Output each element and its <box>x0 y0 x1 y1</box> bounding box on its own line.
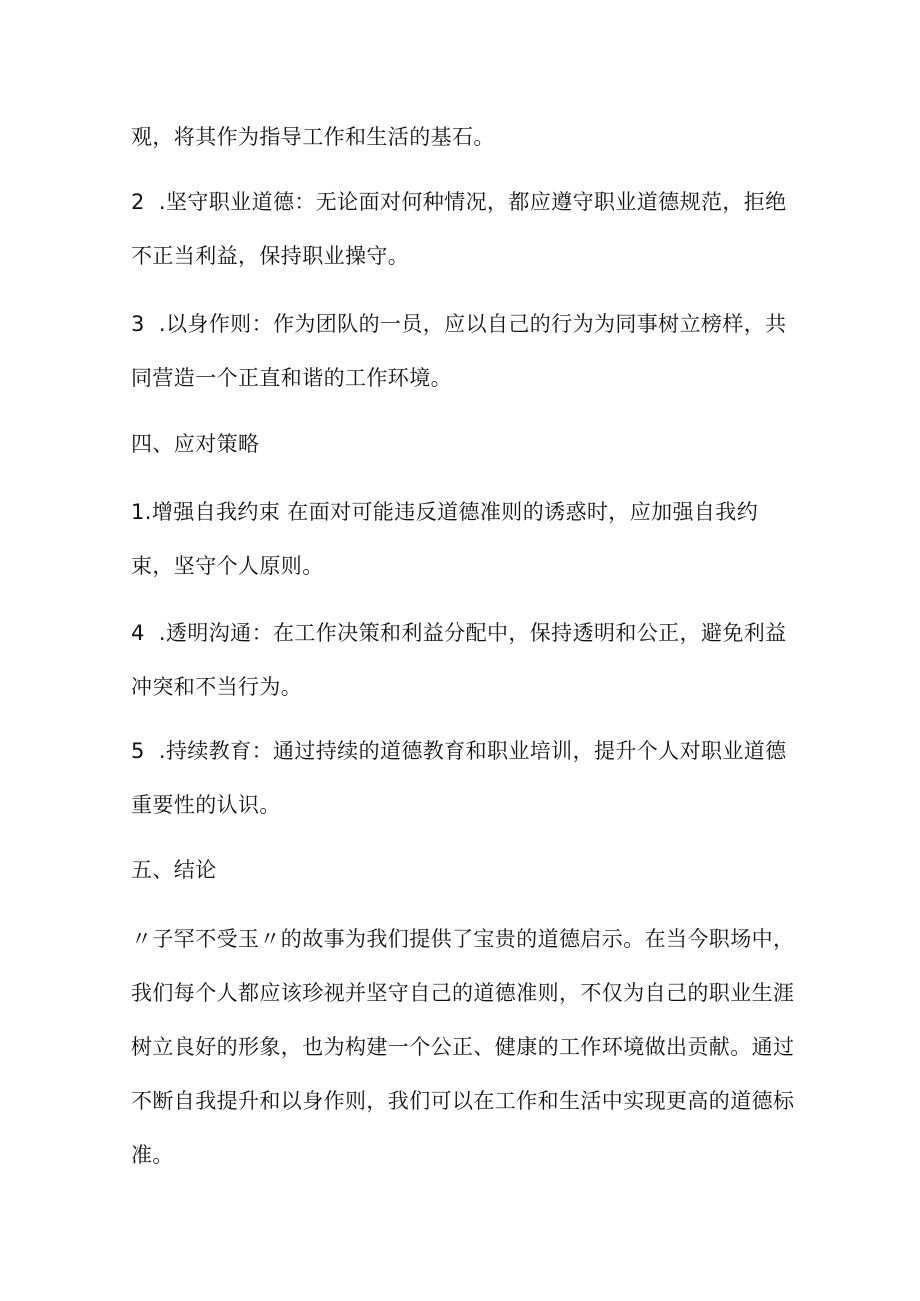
paragraph-professional-ethics: 2 .坚守职业道德：无论面对何种情况，都应遵守职业道德规范，拒绝不正当利益，保持职业操守。 <box>131 190 787 268</box>
paragraph-lead-by-example: 3 .以身作则：作为团队的一员，应以自己的行为为同事树立榜样，共同营造一个正直和谐的工作环境。 <box>131 312 787 390</box>
paragraph-ideal-continuation: 观，将其作为指导工作和生活的基石。 <box>131 125 495 149</box>
paragraph-self-discipline: 1.增强自我约束 在面对可能违反道德准则的诱惑时，应加强自我约束，坚守个人原则。 <box>131 500 759 578</box>
paragraph-transparent-communication: 4 .透明沟通：在工作决策和利益分配中，保持透明和公正，避免利益冲突和不当行为。 <box>131 621 787 699</box>
paragraph-conclusion: 〃子罕不受玉〃的故事为我们提供了宝贵的道德启示。在当今职场中，我们每个人都应该珍视并坚守自己的道德准则，不仅为自己的职业生涯树立良好的形象，也为构建一个公正、健康的工作环境做出贡献。通过不断自我提升和以身作则，我们可以在工作和生活中实现更高的道德标准。 <box>131 927 795 1167</box>
section-heading-conclusion: 五、结论 <box>131 858 217 882</box>
section-heading-strategies: 四、应对策略 <box>131 432 260 456</box>
paragraph-continuing-education: 5 .持续教育：通过持续的道德教育和职业培训，提升个人对职业道德重要性的认识。 <box>131 739 787 817</box>
